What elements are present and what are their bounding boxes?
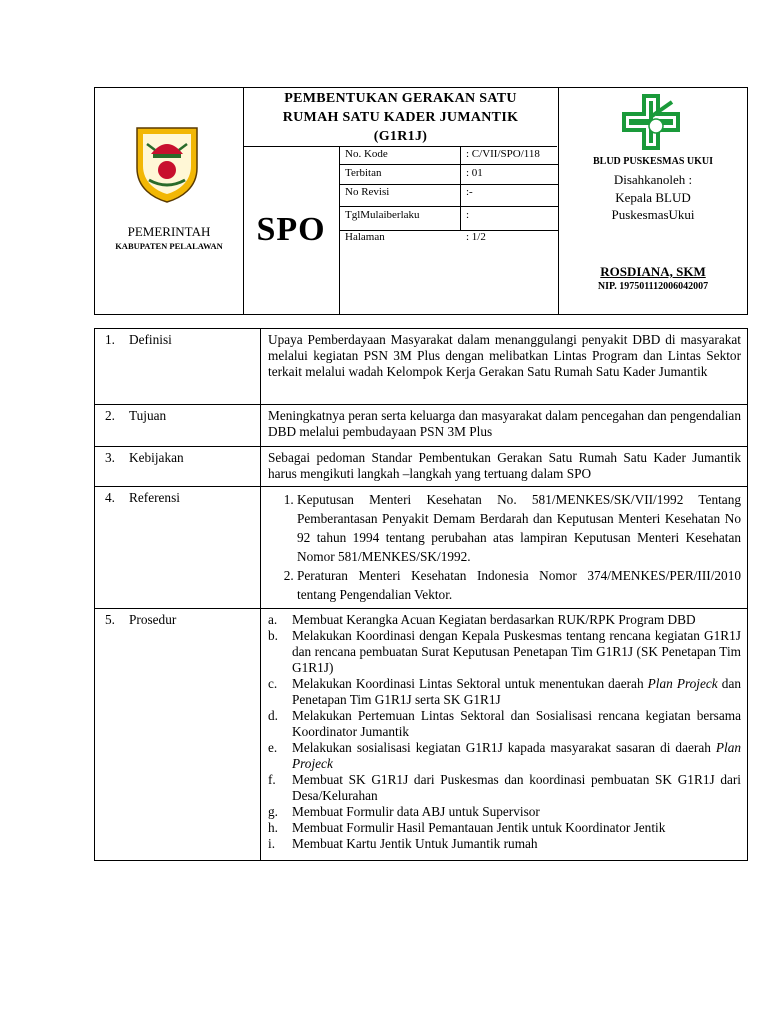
section-label xyxy=(95,405,261,447)
document-header xyxy=(94,87,748,315)
section-title: Kebijakan xyxy=(129,450,184,465)
list-item: d. Melakukan Pertemuan Lintas Sektoral dan Sosialisasi rencana kegiatan bersama Koordinator Jumantik xyxy=(268,708,741,739)
meta-key-halaman: Halaman xyxy=(345,231,385,243)
section-label xyxy=(95,329,261,405)
meta-key-tgl: TglMulaiberlaku xyxy=(345,209,420,221)
table-row xyxy=(95,609,748,861)
signer-nip: NIP. 197501112006042007 xyxy=(597,281,709,292)
header-right-cell xyxy=(558,88,748,314)
meta-key-terbitan: Terbitan xyxy=(345,167,382,179)
position-line-2: PuskesmasUkui xyxy=(611,207,695,222)
section-number: 2. xyxy=(105,408,115,423)
list-item: 2. Peraturan Menteri Kesehatan Indonesia Nomor 374/MENKES/PER/III/2010 tentang Pengendalian Vektor. xyxy=(297,566,741,604)
list-item: c. Melakukan Koordinasi Lintas Sektoral untuk menentukan daerah Plan Projeck dan Penetapan Tim G1R1J serta SK G1R1J xyxy=(268,676,741,707)
prosedur-list xyxy=(268,612,741,852)
prosedur-content xyxy=(261,609,748,861)
meta-value-kode: : C/VII/SPO/118 xyxy=(466,148,540,160)
meta-value-halaman: : 1/2 xyxy=(466,231,486,243)
section-number: 4. xyxy=(105,490,115,505)
title-line-2: RUMAH SATU KADER JUMANTIK xyxy=(282,110,519,125)
signer-name: ROSDIANA, SKM xyxy=(600,264,706,279)
org-name: BLUD PUSKESMAS UKUI xyxy=(592,156,714,167)
title-line-3: (G1R1J) xyxy=(373,129,428,144)
approved-by: Disahkanoleh : xyxy=(613,172,693,187)
meta-value-tgl: : xyxy=(466,209,470,221)
list-item: i. Membuat Kartu Jentik Untuk Jumantik rumah xyxy=(268,836,538,851)
table-row xyxy=(95,405,748,447)
section-number: 3. xyxy=(105,450,115,465)
definisi-content: Upaya Pemberdayaan Masyarakat dalam menanggulangi penyakit DBD di masyarakat melalui kegiatan PSN 3M Plus dengan melibatkan Lintas Program dan Lintas Sektor terkait melalui wadah Kelompok Kerja Gerakan Satu Rumah Satu Kader Jumantik xyxy=(261,329,748,405)
referensi-list xyxy=(268,490,741,604)
meta-key-revisi: No Revisi xyxy=(345,186,390,198)
tujuan-content: Meningkatnya peran serta keluarga dan masyarakat dalam pencegahan dan pengendalian DBD melalui pembudayaan PSN 3M Plus xyxy=(261,405,748,447)
meta-value-revisi: :- xyxy=(466,186,473,198)
list-item: f. Membuat SK G1R1J dari Puskesmas dan koordinasi pembuatan SK G1R1J dari Desa/Kelurahan xyxy=(268,772,741,803)
title-line-1: PEMBENTUKAN GERAKAN SATU xyxy=(284,91,517,106)
list-item: g. Membuat Formulir data ABJ untuk Supervisor xyxy=(268,804,540,819)
meta-key-kode: No. Kode xyxy=(345,148,388,160)
table-row xyxy=(95,487,748,609)
list-item: e. Melakukan sosialisasi kegiatan G1R1J kapada masyarakat sasaran di daerah Plan Projeck xyxy=(268,740,741,771)
puskesmas-logo-icon xyxy=(620,92,682,152)
list-item: a. Membuat Kerangka Acuan Kegiatan berdasarkan RUK/RPK Program DBD xyxy=(268,612,696,627)
section-label xyxy=(95,487,261,609)
kabupaten-crest-icon xyxy=(131,124,203,204)
document-title xyxy=(243,89,558,146)
section-title: Tujuan xyxy=(129,408,167,423)
position-line-1: Kepala BLUD xyxy=(615,190,691,205)
section-label xyxy=(95,609,261,861)
section-title: Referensi xyxy=(129,490,180,505)
section-label xyxy=(95,447,261,487)
spo-content-table xyxy=(94,328,748,861)
kebijakan-content: Sebagai pedoman Standar Pembentukan Gerakan Satu Rumah Satu Kader Jumantik harus mengikuti langkah –langkah yang tertuang dalam SPO xyxy=(261,447,748,487)
table-row xyxy=(95,329,748,405)
header-left-cell xyxy=(95,88,243,314)
list-item: h. Membuat Formulir Hasil Pemantauan Jentik untuk Koordinator Jentik xyxy=(268,820,666,835)
pemerintah-label: PEMERINTAH xyxy=(127,224,211,239)
referensi-content xyxy=(261,487,748,609)
table-row xyxy=(95,447,748,487)
section-title: Definisi xyxy=(129,332,172,347)
list-item: b. Melakukan Koordinasi dengan Kepala Puskesmas tentang rencana kegiatan G1R1J dan rencana pembuatan Surat Keputusan Penetapan Tim G1R1J (SK Penetapan Tim G1R1J) xyxy=(268,628,741,675)
section-number: 5. xyxy=(105,612,115,627)
meta-value-terbitan: : 01 xyxy=(466,167,483,179)
spo-label: SPO xyxy=(256,211,326,248)
section-number: 1. xyxy=(105,332,115,347)
list-item: 1. Keputusan Menteri Kesehatan No. 581/MENKES/SK/VII/1992 Tentang Pemberantasan Penyakit Demam Berdarah dan Keputusan Menteri Kesehatan No 92 tahun 1994 tentang perubahan atas lampiran Keputusan Menteri Kesehatan Nomor 581/MENKES/SK/1992. xyxy=(297,490,741,566)
kabupaten-label: KABUPATEN PELALAWAN xyxy=(115,241,223,251)
section-title: Prosedur xyxy=(129,612,177,627)
